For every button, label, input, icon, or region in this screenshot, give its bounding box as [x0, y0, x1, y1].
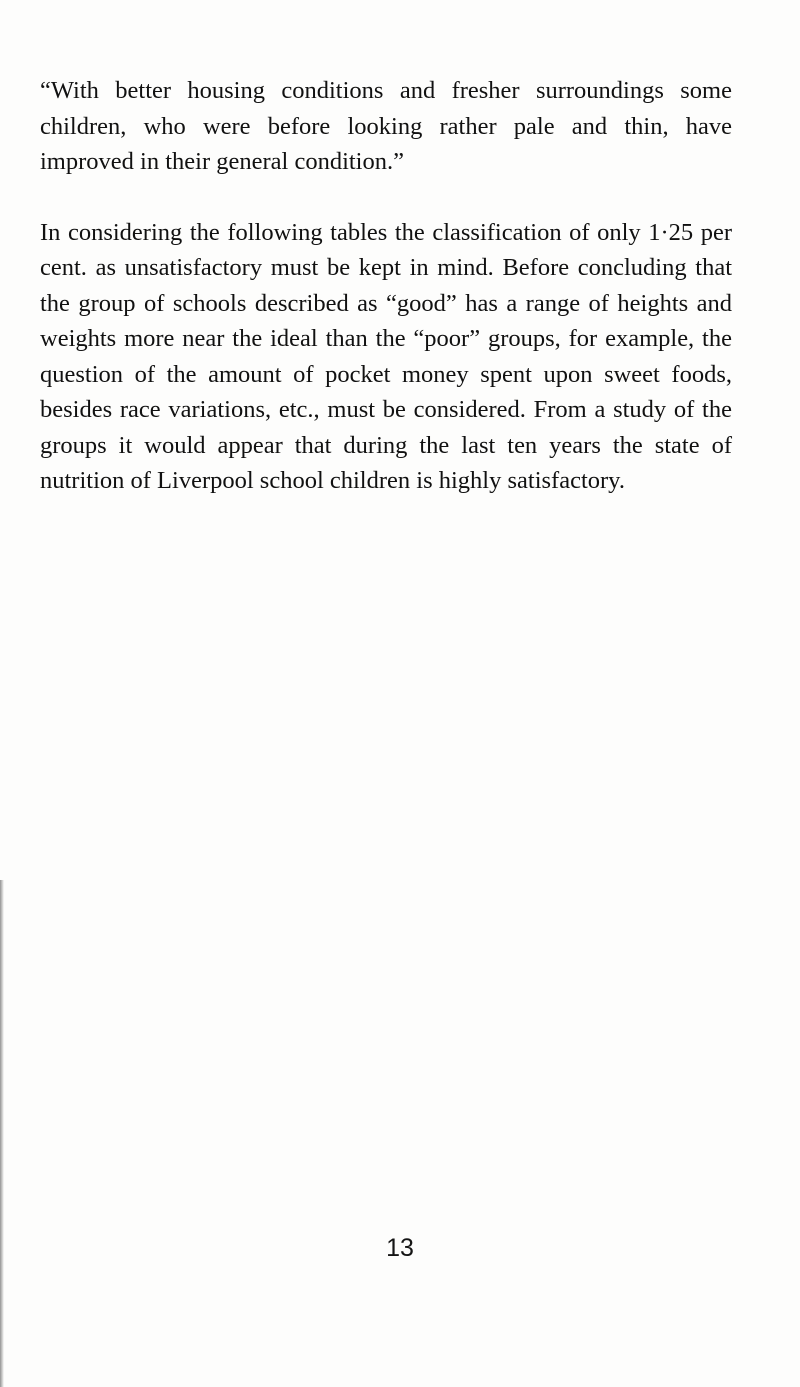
body-paragraph: In considering the following tables the classification of only 1·25 per cent. as unsatisfactory must be kept in mind. Before concluding that the group of schools described as “good” has a range of heights and weights more near the ideal than the “poor” groups, for example, the question of the amount of pocket money spent upon sweet foods, besides race variations, etc., must be considered. From a study of the groups it would appear that during the last ten years the state of nutrition of Liverpool school children is highly satisfactory. [40, 218, 732, 494]
quote-paragraph: “With better housing conditions and fresher surroundings some children, who were before looking rather pale and thin, have improved in their general condition.” [40, 77, 732, 175]
binding-edge [0, 880, 4, 1387]
page-number: 13 [386, 1234, 414, 1262]
body-text [40, 73, 732, 499]
